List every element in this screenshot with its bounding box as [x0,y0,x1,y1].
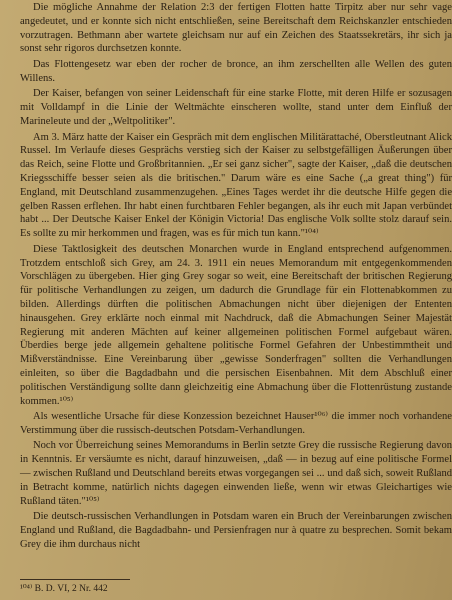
paragraph: Die mögliche Annahme der Relation 2:3 der fertigen Flotten hatte Tirpitz aber nur sehr vage angedeutet, und er konnte sich nicht entschließen, seine Bereitschaft dem Reichskanzler entschieden vorzutragen. Bethmann aber wartete gleichsam nur auf ein Zeichen des Staatssekretärs, ihr sich ja sonst sehr rigoros durchsetzen konnte. [20,2,452,55]
paragraph: Der Kaiser, befangen von seiner Leidenschaft für eine starke Flotte, mit deren Hilfe er sozusagen mit Volldampf in die Linie der Weltmächte einscheren wollte, stand unter dem Einfluß der Marineleute und der „Weltpolitiker". [20,88,452,127]
footnote-divider [20,579,130,580]
paragraph: Als wesentliche Ursache für diese Konzession bezeichnet Hauser¹⁰⁶⁾ die immer noch vorhandene Verstimmung über die russisch-deutschen Potsdam-Verhandlungen. [20,411,452,436]
paragraph: Noch vor Überreichung seines Memorandums in Berlin setzte Grey die russische Regierung davon in Kenntnis. Er versäumte es nicht, darauf hinzuweisen, „daß — in bezug auf eine politische Formel — zwischen Rußland und Deutschland bereits etwas vorgegangen sei ... und daß sich, soweit Rußland in Betracht komme, natürlich nichts dagegen einwenden ließe, wenn wir etwas Gleichartiges wie Rußland täten."¹⁰⁵⁾ [20,440,452,507]
footnote: ¹⁰⁴⁾ B. D. VI, 2 Nr. 442 [20,584,108,594]
paragraph: Diese Taktlosigkeit des deutschen Monarchen wurde in England entsprechend aufgenommen. Trotzdem entschloß sich Grey, am 24. 3. 1911 ein neues Memorandum mit entgegenkommenden Vorschlägen zu übergeben. Hier ging Grey sogar so weit, eine Bereitschaft der britischen Regierung für politische Verhandlungen zu zeigen, um dadurch die Grundlage für ein Flottenabkommen zu bilden. Allerdings dürften die politischen Abmachungen nicht über diejenigen der Ententen hinausgehen. Grey erklärte noch einmal mit Nachdruck, daß die Abmachungen Seiner Majestät Regierung mit anderen Mächten auf keiner allgemeinen politischen Formel aufgebaut wären. Überdies berge jede allgemein gehaltene politische Formel Gefahren der Unbestimmtheit und Mißverständnisse. Eine Vereinbarung über „gewisse Sonderfragen" sollten die Verhandlungen einleiten, so über die Bagdadbahn und die persischen Eisenbahnen. Mit dem Abschluß einer politischen Verständigung sollte dann gleichzeitig eine Abmachung über die Flottenrüstung zustande kommen.¹⁰⁵⁾ [20,243,452,407]
body-text [20,1,452,552]
paragraph: Die deutsch-russischen Verhandlungen in Potsdam waren ein Bruch der Vereinbarungen zwischen England und Rußland, die Bagdadbahn- und Persienfragen nur à quatre zu besprechen. Somit bekam Grey die ihm durchaus nicht [20,511,452,550]
paragraph: Am 3. März hatte der Kaiser ein Gespräch mit dem englischen Militärattaché, Oberstleutnant Alick Russel. Im Verlaufe dieses Gesprächs verstieg sich der Kaiser zu selbstgefälligen Äußerungen über das Reich, seine Flotte und Großbritannien. „Er sei ganz sicher", sagte der Kaiser, „daß die deutschen Kriegsschiffe besser seien als die britischen." Darum wäre es eine Sache („a great thing") für England, mit Deutschland zusammenzugehen. „Eines Tages werdet ihr die deutsche Hilfe gegen die gelben Rassen erflehen. Ihr habt einen furchtbaren Fehler begangen, als ihr euch mit Japan verbündet habt ... Der Deutsche Kaiser Enkel der Königin Victoria! Das englische Volk sollte stolz darauf sein. Es sollte zu mir herkommen und fragen, was es für mich tun kann."¹⁰⁴⁾ [20,131,452,240]
paragraph: Das Flottengesetz war eben der rocher de bronce, an ihm zerschellten alle Wellen des guten Willens. [20,58,452,84]
